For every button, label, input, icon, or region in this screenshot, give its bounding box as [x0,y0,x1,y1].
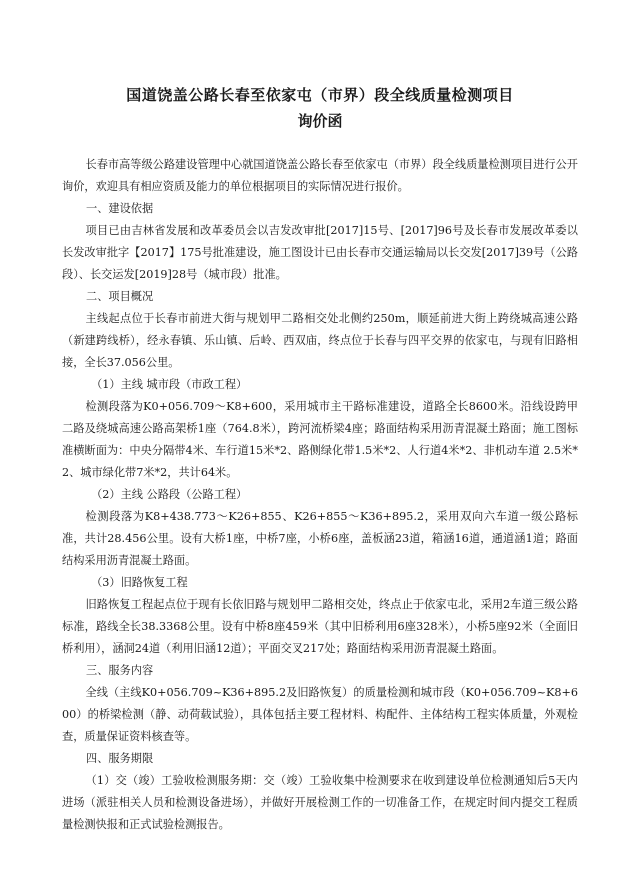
subsection-body-old-road: 旧路恢复工程起点位于现有长依旧路与规划甲二路相交处，终点止于依家屯北，采用2车道三级公路标准，路线全长38.3368公里。设有中桥8座459米（其中旧桥利用6座328米），小桥5座92米（全面旧桥利用），涵洞24道（利用旧涵12道）；平面交叉217处；路面结构采用沥青混凝土路面。 [62,598,578,655]
subsection-body-highway: 检测段落为K8+438.773～K26+855、K26+855～K36+895.2，采用双向六车道一级公路标准，共计28.456公里。设有大桥1座，中桥7座，小桥6座，盖板涵23道，箱涵16道，通道涵1道；路面结构采用沥青混凝土路面。 [62,510,578,567]
subsection-heading-highway: （2）主线 公路段（公路工程） [91,488,248,501]
section-body-services: 全线（主线K0+056.709~K36+895.2及旧路恢复）的质量检测和城市段（K0+056.709~K8+600）的桥梁检测（静、动荷载试验），具体包括主要工程材料、构配件、主体结构工程实体质量，外观检查，质量保证资料核查等。 [62,686,578,743]
section-heading-overview: 二、项目概况 [86,290,154,303]
subsection-heading-city: （1）主线 城市段（市政工程） [91,378,248,391]
section-heading-period: 四、服务期限 [86,752,154,765]
intro-paragraph: 长春市高等级公路建设管理中心就国道饶盖公路长春至依家屯（市界）段全线质量检测项目进行公开询价，欢迎具有相应资质及能力的单位根据项目的实际情况进行报价。 [62,158,578,193]
section-body-basis: 项目已由吉林省发展和改革委员会以吉发改审批[2017]15号、[2017]96号及长春市发展改革委以长发改审批字【2017】175号批准建设，施工图设计已由长春市交通运输局以长交发[2017]39号（公路段）、长交运发[2019]28号（城市段）批准。 [62,224,578,281]
section-heading-basis: 一、建设依据 [86,202,154,215]
section-heading-services: 三、服务内容 [86,664,154,677]
section-body-overview: 主线起点位于长春市前进大街与规划甲二路相交处北侧约250m，顺延前进大街上跨绕城高速公路（新建跨线桥），经永春镇、乐山镇、后岭、西双庙，终点位于长春与四平交界的依家屯，与现有旧路相接，全长37.056公里。 [62,312,578,369]
document-title: 国道饶盖公路长春至依家屯（市界）段全线质量检测项目 [126,86,514,104]
section-body-period: （1）交（竣）工验收检测服务期：交（竣）工验收集中检测要求在收到建设单位检测通知后5天内进场（派驻相关人员和检测设备进场），并做好开展检测工作的一切准备工作，在规定时间内提交工程质量检测快报和正式试验检测报告。 [62,774,578,831]
subsection-heading-old-road: （3）旧路恢复工程 [91,576,188,589]
document-subtitle: 询价函 [297,112,343,130]
subsection-body-city: 检测段落为K0+056.709～K8+600，采用城市主干路标准建设，道路全长8600米。沿线设跨甲二路及绕城高速公路高架桥1座（764.8米），跨河流桥梁4座；路面结构采用沥青混凝土路面；施工图标准横断面为：中央分隔带4米、车行道15米*2、路侧绿化带1.5米*2、人行道4米*2、非机动车道 2.5米*2、城市绿化带7米*2，共计64米。 [62,400,578,479]
